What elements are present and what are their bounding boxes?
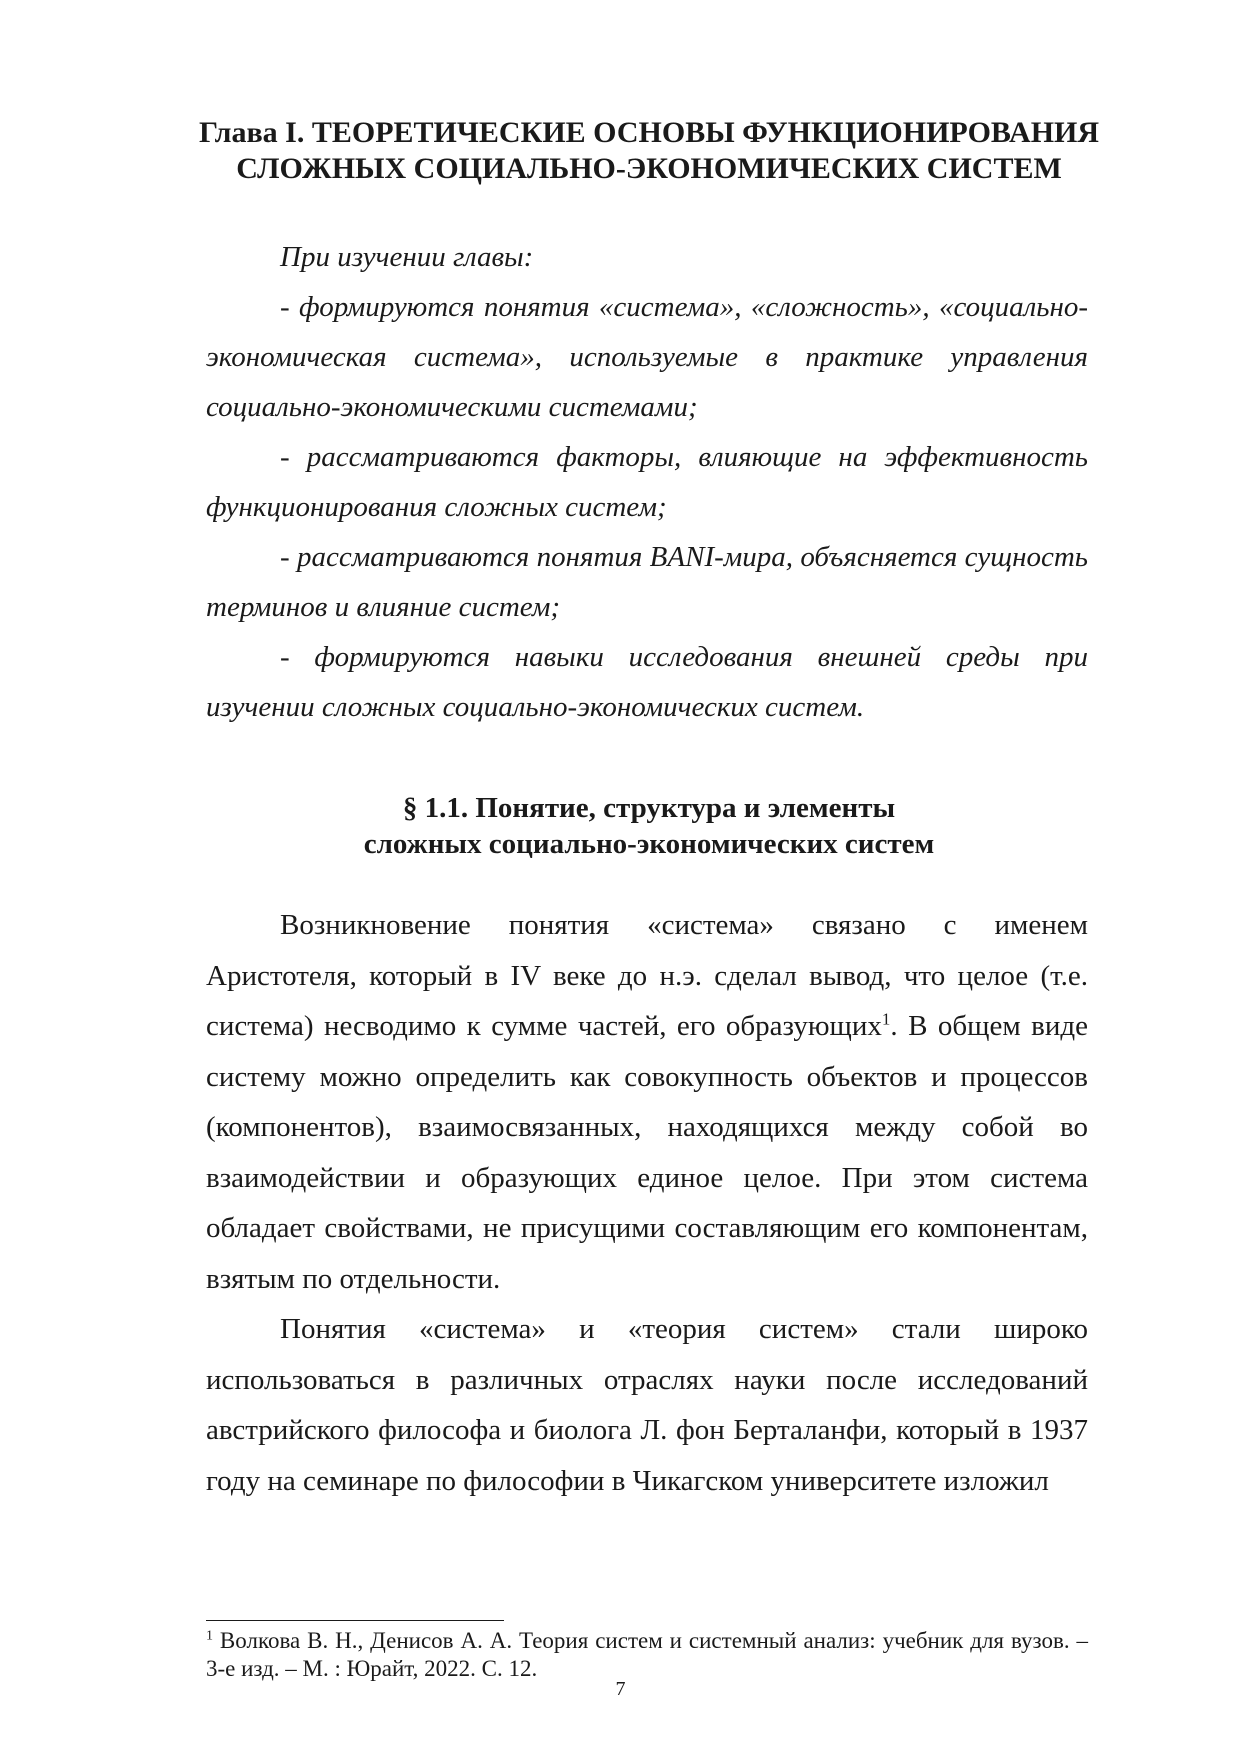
body-paragraph-1 bbox=[206, 900, 1088, 1304]
section-title-line-1: § 1.1. Понятие, структура и элементы bbox=[402, 792, 896, 824]
footnote-marker: 1 bbox=[206, 1628, 213, 1644]
page-number: 7 bbox=[615, 1678, 626, 1700]
objective-item-4: - формируются навыки исследования внешней среды при изучении сложных социально-экономических систем. bbox=[206, 641, 1088, 723]
footnote-reference[interactable]: 1 bbox=[881, 1009, 891, 1029]
footnote-text: Волкова В. Н., Денисов А. А. Теория систем и системный анализ: учебник для вузов. – 3-е изд. – М. : Юрайт, 2022. С. 12. bbox=[206, 1628, 1088, 1681]
footnote bbox=[206, 1627, 1088, 1683]
objective-item-1: - формируются понятия «система», «сложность», «социально-экономическая система», используемые в практике управления социально-экономическими системами; bbox=[206, 291, 1088, 423]
chapter-title bbox=[180, 115, 1118, 187]
objectives-intro: При изучении главы: bbox=[280, 241, 534, 273]
paragraph-1-text-b: . В общем виде систему можно определить как совокупность объектов и процессов (компонентов), взаимосвязанных, находящихся между собой во взаимодействии и образующих единое целое. При этом система обладает свойствами, не присущими составляющим его компонентам, взятым по отдельности. bbox=[206, 1010, 1088, 1295]
section-title-line-2: сложных социально-экономических систем bbox=[363, 828, 935, 860]
footnote-divider bbox=[206, 1620, 504, 1621]
objective-item-3: - рассматриваются понятия BANI-мира, объясняется сущность терминов и влияние систем; bbox=[206, 541, 1088, 623]
paragraph-1-text-a: Возникновение понятия «система» связано с именем Аристотеля, который в IV веке до н.э. сделал вывод, что целое (т.е. система) несводимо к сумме частей, его образующих bbox=[206, 909, 1088, 1042]
chapter-title-line-2: СЛОЖНЫХ СОЦИАЛЬНО-ЭКОНОМИЧЕСКИХ СИСТЕМ bbox=[236, 152, 1062, 185]
body-text bbox=[206, 900, 1088, 1506]
objective-item-2: - рассматриваются факторы, влияющие на эффективность функционирования сложных систем; bbox=[206, 441, 1088, 523]
chapter-objectives bbox=[206, 232, 1088, 732]
section-title bbox=[180, 790, 1118, 862]
body-paragraph-2: Понятия «система» и «теория систем» стали широко использоваться в различных отраслях науки после исследований австрийского философа и биолога Л. фон Берталанфи, который в 1937 году на семинаре по философии в Чикагском университете изложил bbox=[206, 1313, 1088, 1497]
chapter-title-line-1: Глава I. ТЕОРЕТИЧЕСКИЕ ОСНОВЫ ФУНКЦИОНИРОВАНИЯ bbox=[198, 116, 1100, 149]
